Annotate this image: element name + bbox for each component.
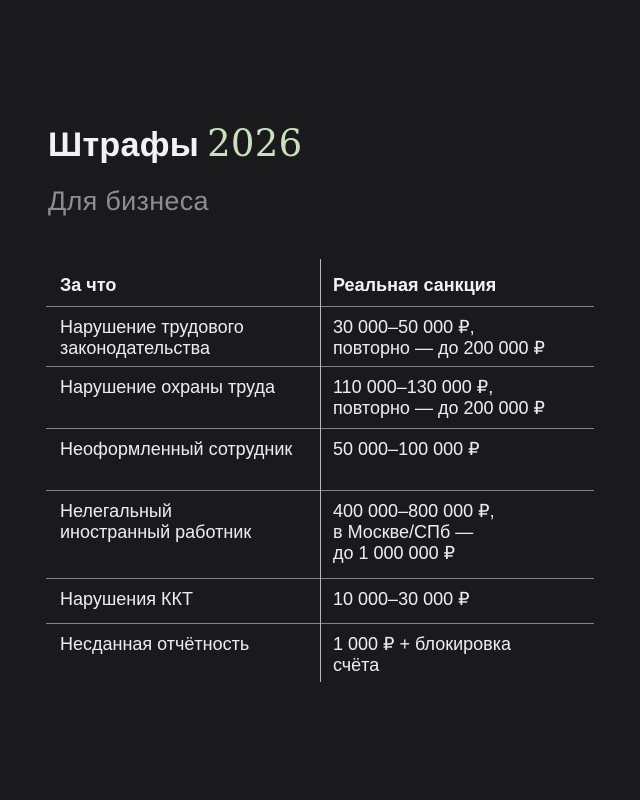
offense-cell: Нарушение трудового законодательства [60,317,244,358]
page-subtitle: Для бизнеса [48,186,209,216]
sanction-cell: 10 000–30 000 ₽ [333,589,470,609]
offense-cell: Нарушения ККТ [60,589,193,609]
title-year: 2026 [207,122,303,165]
offense-cell: Нарушение охраны труда [60,377,275,397]
sanction-cell: 110 000–130 000 ₽, повторно — до 200 000 ₽ [333,377,545,418]
offense-cell: Неоформленный сотрудник [60,439,293,459]
offense-cell: Несданная отчётность [60,634,250,654]
sanction-cell: 400 000–800 000 ₽, в Москве/СПб — до 1 000 000 ₽ [333,501,495,563]
offense-cell: Нелегальный иностранный работник [60,501,252,542]
fines-table [46,255,594,690]
column-header-offense: За что [60,275,117,295]
sanction-cell: 50 000–100 000 ₽ [333,439,480,459]
title-word: Штрафы [48,126,200,164]
title-text [48,122,303,165]
sanction-cell: 30 000–50 000 ₽, повторно — до 200 000 ₽ [333,317,545,358]
column-divider [320,259,321,682]
column-header-sanction: Реальная санкция [333,275,497,295]
page-title [48,122,302,165]
sanction-cell: 1 000 ₽ + блокировка счёта [333,634,512,675]
